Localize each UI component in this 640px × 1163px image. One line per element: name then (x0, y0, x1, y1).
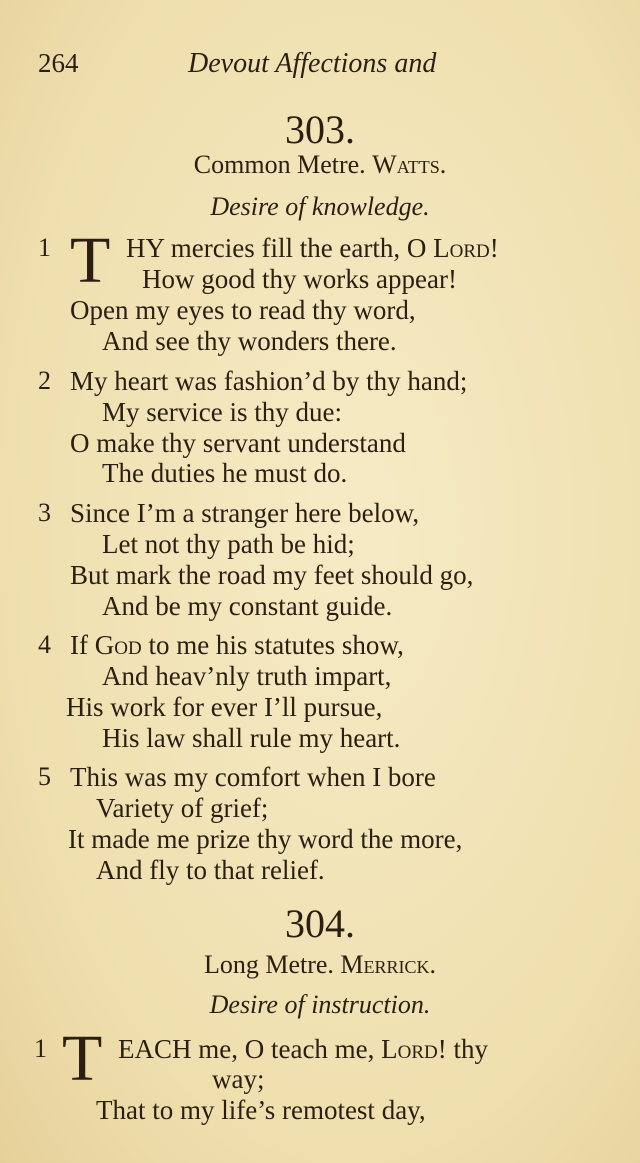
small-caps-word: Lord (433, 233, 490, 263)
verse-line: That to my life’s remotest day, (96, 1095, 426, 1125)
verse-line: This was my comfort when I bore (70, 762, 436, 792)
verse-line: Let not thy path be hid; (102, 529, 355, 559)
verse-number: 3 (38, 498, 51, 527)
verse-line (126, 233, 499, 264)
verse-number: 5 (38, 762, 51, 791)
verse-line: My service is thy due: (102, 397, 342, 427)
hymn-subject: Desire of instruction. (209, 990, 431, 1019)
verse-line (70, 630, 404, 661)
verse-line: Since I’m a stranger here below, (70, 498, 420, 528)
meter-label: Common Metre. (193, 150, 366, 179)
hymn-number: 303. (285, 107, 355, 152)
verse-number: 1 (34, 1034, 47, 1063)
small-caps-word: Lord (381, 1034, 438, 1064)
verse-line-text: If (70, 630, 95, 660)
verse-line: And see thy wonders there. (102, 326, 397, 356)
verse-line: It made me prize thy word the more, (68, 824, 463, 854)
verse-line-text: to me his statutes show, (141, 630, 404, 660)
verse-line: Variety of grief; (96, 793, 269, 823)
verse-line: My heart was fashion’d by thy hand; (70, 366, 468, 396)
verse-line: How good thy works appear! (142, 264, 457, 294)
verse-number: 4 (38, 630, 51, 659)
drop-cap: T (62, 1022, 103, 1095)
verse-number: 2 (38, 366, 51, 395)
verse-line: His law shall rule my heart. (102, 723, 401, 753)
hymn-meter (0, 950, 640, 980)
hymn-author: Merrick. (340, 950, 437, 979)
verse-line: But mark the road my feet should go, (70, 560, 474, 590)
meter-label: Long Metre. (203, 950, 334, 979)
verse-line: O make thy servant understand (70, 428, 406, 458)
verse-line: And heav’nly truth impart, (102, 661, 392, 691)
verse-line-text: EACH me, O teach me, (118, 1034, 382, 1064)
verse-number: 1 (38, 233, 51, 262)
verse-line (118, 1034, 488, 1065)
verse-line: His work for ever I’ll pursue, (66, 692, 383, 722)
drop-cap: T (70, 224, 111, 297)
verse-line: And fly to that relief. (96, 855, 325, 885)
hymn-subject: Desire of knowledge. (210, 192, 430, 221)
hymn-author: Watts. (372, 150, 447, 179)
running-title: Devout Affections and (188, 48, 437, 79)
verse-line-text: ! thy (437, 1034, 489, 1064)
page-number: 264 (38, 48, 79, 78)
verse-line-text: HY mercies fill the earth, O (126, 233, 434, 263)
verse-line: way; (212, 1064, 265, 1094)
verse-line: And be my constant guide. (102, 591, 393, 621)
end-mark: ! (489, 233, 499, 263)
hymn-meter (0, 150, 640, 180)
hymn-number: 304. (285, 901, 355, 946)
small-caps-word: God (94, 630, 142, 660)
verse-line: Open my eyes to read thy word, (70, 295, 416, 325)
verse-line: The duties he must do. (102, 458, 348, 488)
